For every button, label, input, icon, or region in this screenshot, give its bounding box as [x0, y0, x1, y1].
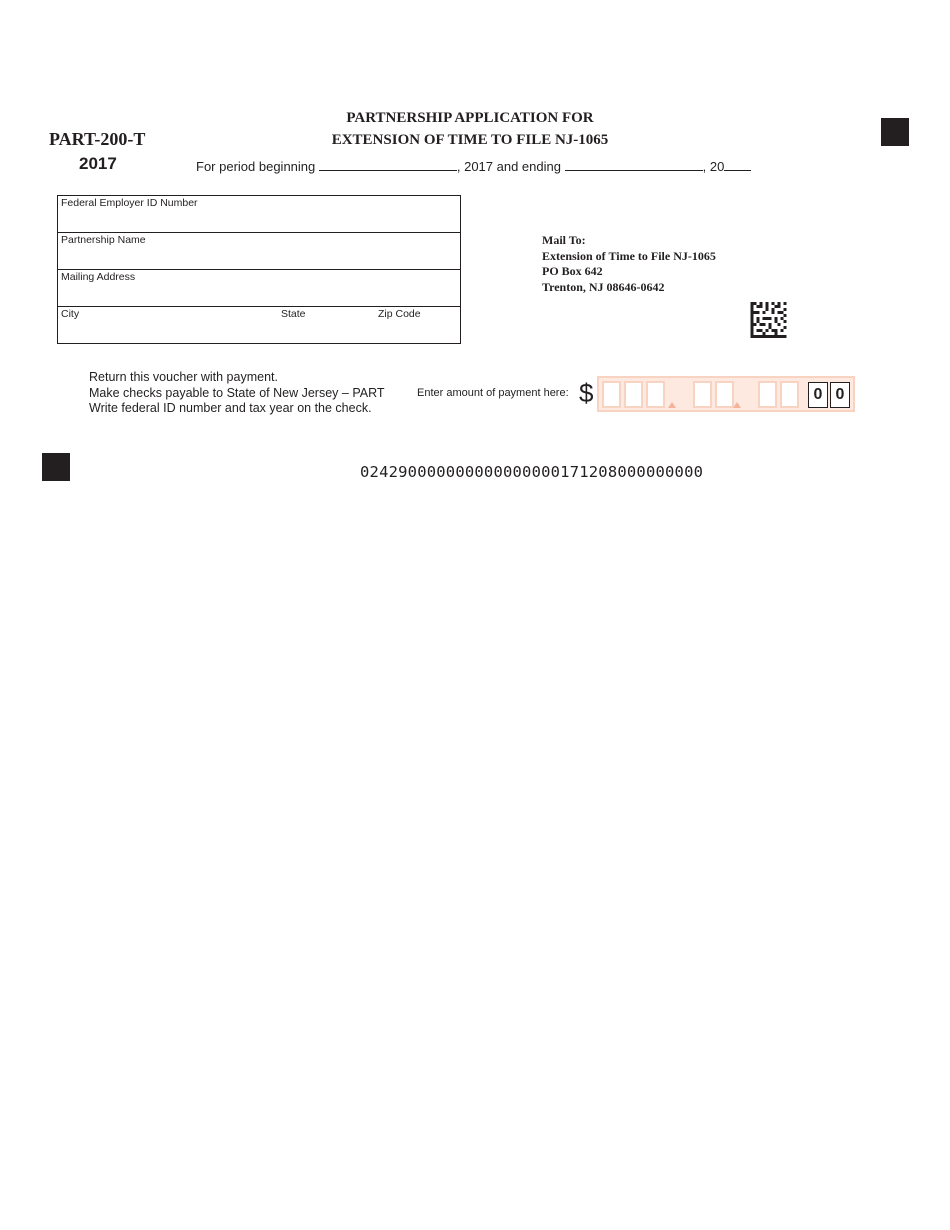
voucher-instructions	[89, 370, 385, 417]
partnership-info-box	[57, 195, 461, 344]
form-year: 2017	[79, 154, 117, 173]
period-end-year-field[interactable]	[724, 158, 751, 171]
mail-to-line4: Trenton, NJ 08646-0642	[542, 279, 665, 294]
amount-digit-box[interactable]	[715, 381, 734, 408]
partnership-name-field[interactable]	[58, 233, 460, 270]
amount-digit-box[interactable]	[693, 381, 712, 408]
form-title-line2: EXTENSION OF TIME TO FILE NJ-1065	[331, 132, 609, 148]
amount-digit-box[interactable]	[646, 381, 665, 408]
city-label: City	[61, 308, 80, 320]
instruction-line3: Write federal ID number and tax year on the check.	[89, 401, 372, 415]
registration-mark-icon	[42, 453, 70, 481]
amount-digit-box[interactable]	[602, 381, 621, 408]
mail-to-line3: PO Box 642	[542, 264, 603, 278]
period-begin-field[interactable]	[319, 158, 457, 171]
amount-digit-box[interactable]	[758, 381, 777, 408]
cents-digit-box-1: 0	[808, 382, 828, 408]
period-end-field[interactable]	[565, 158, 703, 171]
period-middle: , 2017 and ending	[456, 159, 561, 174]
period-prefix: For period beginning	[196, 159, 316, 174]
ocr-scanline: 024290000000000000000171208000000000	[360, 463, 704, 481]
partnership-name-label: Partnership Name	[61, 234, 146, 246]
mail-to-line2: Extension of Time to File NJ-1065	[542, 248, 716, 263]
payment-amount-label: Enter amount of payment here:	[417, 387, 569, 399]
mailing-address-label: Mailing Address	[61, 271, 136, 283]
thousands-separator-mark	[668, 402, 676, 408]
instruction-line2: Make checks payable to State of New Jersey – PART	[89, 385, 385, 400]
mail-to-address	[542, 233, 716, 295]
amount-digit-box[interactable]	[624, 381, 643, 408]
mail-to-heading: Mail To:	[542, 233, 586, 247]
city-state-zip-field[interactable]	[58, 307, 460, 344]
thousands-separator-mark	[733, 402, 741, 408]
amount-digit-box[interactable]	[780, 381, 799, 408]
instruction-line1: Return this voucher with payment.	[89, 370, 278, 384]
zip-code-label: Zip Code	[378, 308, 421, 320]
datamatrix-barcode-icon	[750, 302, 787, 338]
mailing-address-field[interactable]	[58, 270, 460, 307]
registration-mark-icon	[881, 118, 909, 146]
dollar-sign: $	[579, 378, 594, 408]
cents-digit-box-2: 0	[830, 382, 850, 408]
payment-amount-field[interactable]	[597, 376, 855, 412]
state-label: State	[281, 308, 306, 320]
fein-label: Federal Employer ID Number	[61, 197, 198, 209]
fein-field[interactable]	[58, 196, 460, 233]
form-title-line1: PARTNERSHIP APPLICATION FOR	[346, 110, 594, 126]
form-id: PART-200-T	[49, 129, 146, 149]
period-line	[196, 158, 751, 174]
period-suffix: , 20	[702, 159, 725, 174]
